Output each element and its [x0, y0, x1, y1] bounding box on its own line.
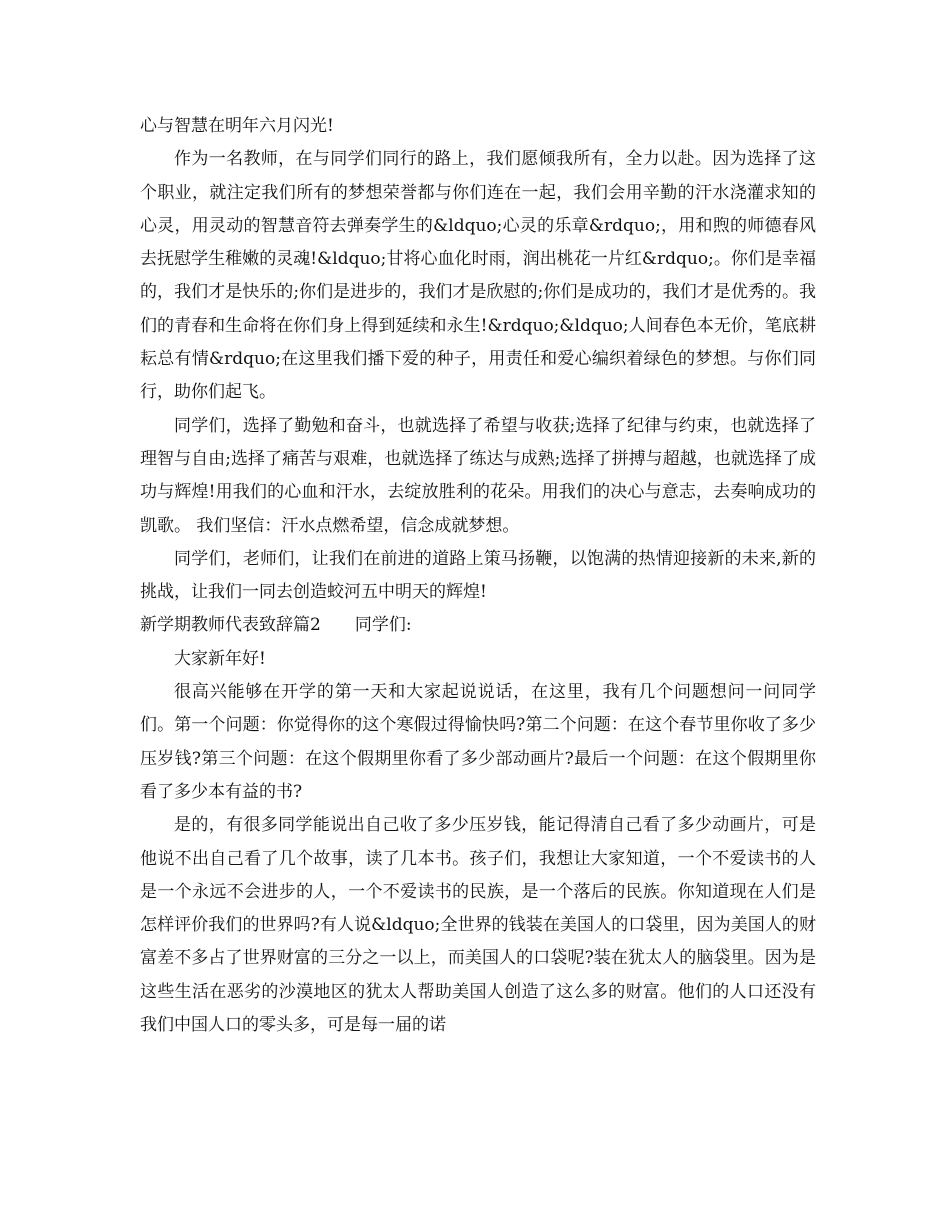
paragraph-teacher-commitment: 作为一名教师，在与同学们同行的路上，我们愿倾我所有，全力以赴。因为选择了这个职业，就注定我们所有的梦想荣誉都与你们连在一起，我们会用辛勤的汗水浇灌求知的心灵，用灵动的智慧音符去弹奏学生的&ldquo;心灵的乐章&rdquo;，用和煦的师德春风去抚慰学生稚嫩的灵魂!&ldquo;甘将心血化时雨，润出桃花一片红&rdquo;。你们是幸福的，我们才是快乐的;你们是进步的，我们才是欣慰的;你们是成功的，我们才是优秀的。我们的青春和生命将在你们身上得到延续和永生!&rdquo;&ldquo;人间春色本无价，笔底耕耘总有情&rdquo;在这里我们播下爱的种子，用责任和爱心编织着绿色的梦想。与你们同行，助你们起飞。 [140, 149, 816, 403]
paragraph-continuation: 心与智慧在明年六月闪光! [140, 116, 334, 136]
paragraph-choices: 同学们，选择了勤勉和奋斗，也就选择了希望与收获;选择了纪律与约束，也就选择了理智与自由;选择了痛苦与艰难，也就选择了练达与成熟;选择了拼搏与超越，也就选择了成功与辉煌!用我们的心血和汗水，去绽放胜利的花朵。用我们的决心与意志，去奏响成功的凯歌。 我们坚信：汗水点燃希望，信念成就梦想。 [140, 415, 816, 536]
paragraph-greeting: 大家新年好! [174, 648, 266, 669]
paragraph-closing: 同学们，老师们，让我们在前进的道路上策马扬鞭，以饱满的热情迎接新的未来,新的挑战，让我们一同去创造蛟河五中明天的辉煌! [140, 548, 816, 603]
paragraph-reading: 是的，有很多同学能说出自己收了多少压岁钱，能记得清自己看了多少动画片，可是他说不出自己看了几个故事，读了几本书。孩子们，我想让大家知道，一个不爱读书的人是一个永远不会进步的人，一个不爱读书的民族，是一个落后的民族。你知道现在人们是怎样评价我们的世界吗?有人说&ldquo;全世界的钱装在美国人的口袋里，因为美国人的财富差不多占了世界财富的三分之一以上，而美国人的口袋呢?装在犹太人的脑袋里。因为是这些生活在恶劣的沙漠地区的犹太人帮助美国人创造了这么多的财富。他们的人口还没有我们中国人口的零头多，可是每一届的诺 [140, 815, 816, 1036]
document-page [140, 110, 816, 1042]
section-heading: 新学期教师代表致辞篇2 同学们: [140, 615, 412, 636]
paragraph-questions: 很高兴能够在开学的第一天和大家起说说话，在这里，我有几个问题想问一问同学们。第一个问题：你觉得你的这个寒假过得愉快吗?第二个问题：在这个春节里你收了多少压岁钱?第三个问题：在这个假期里你看了多少部动画片?最后一个问题：在这个假期里你看了多少本有益的书? [140, 682, 816, 802]
